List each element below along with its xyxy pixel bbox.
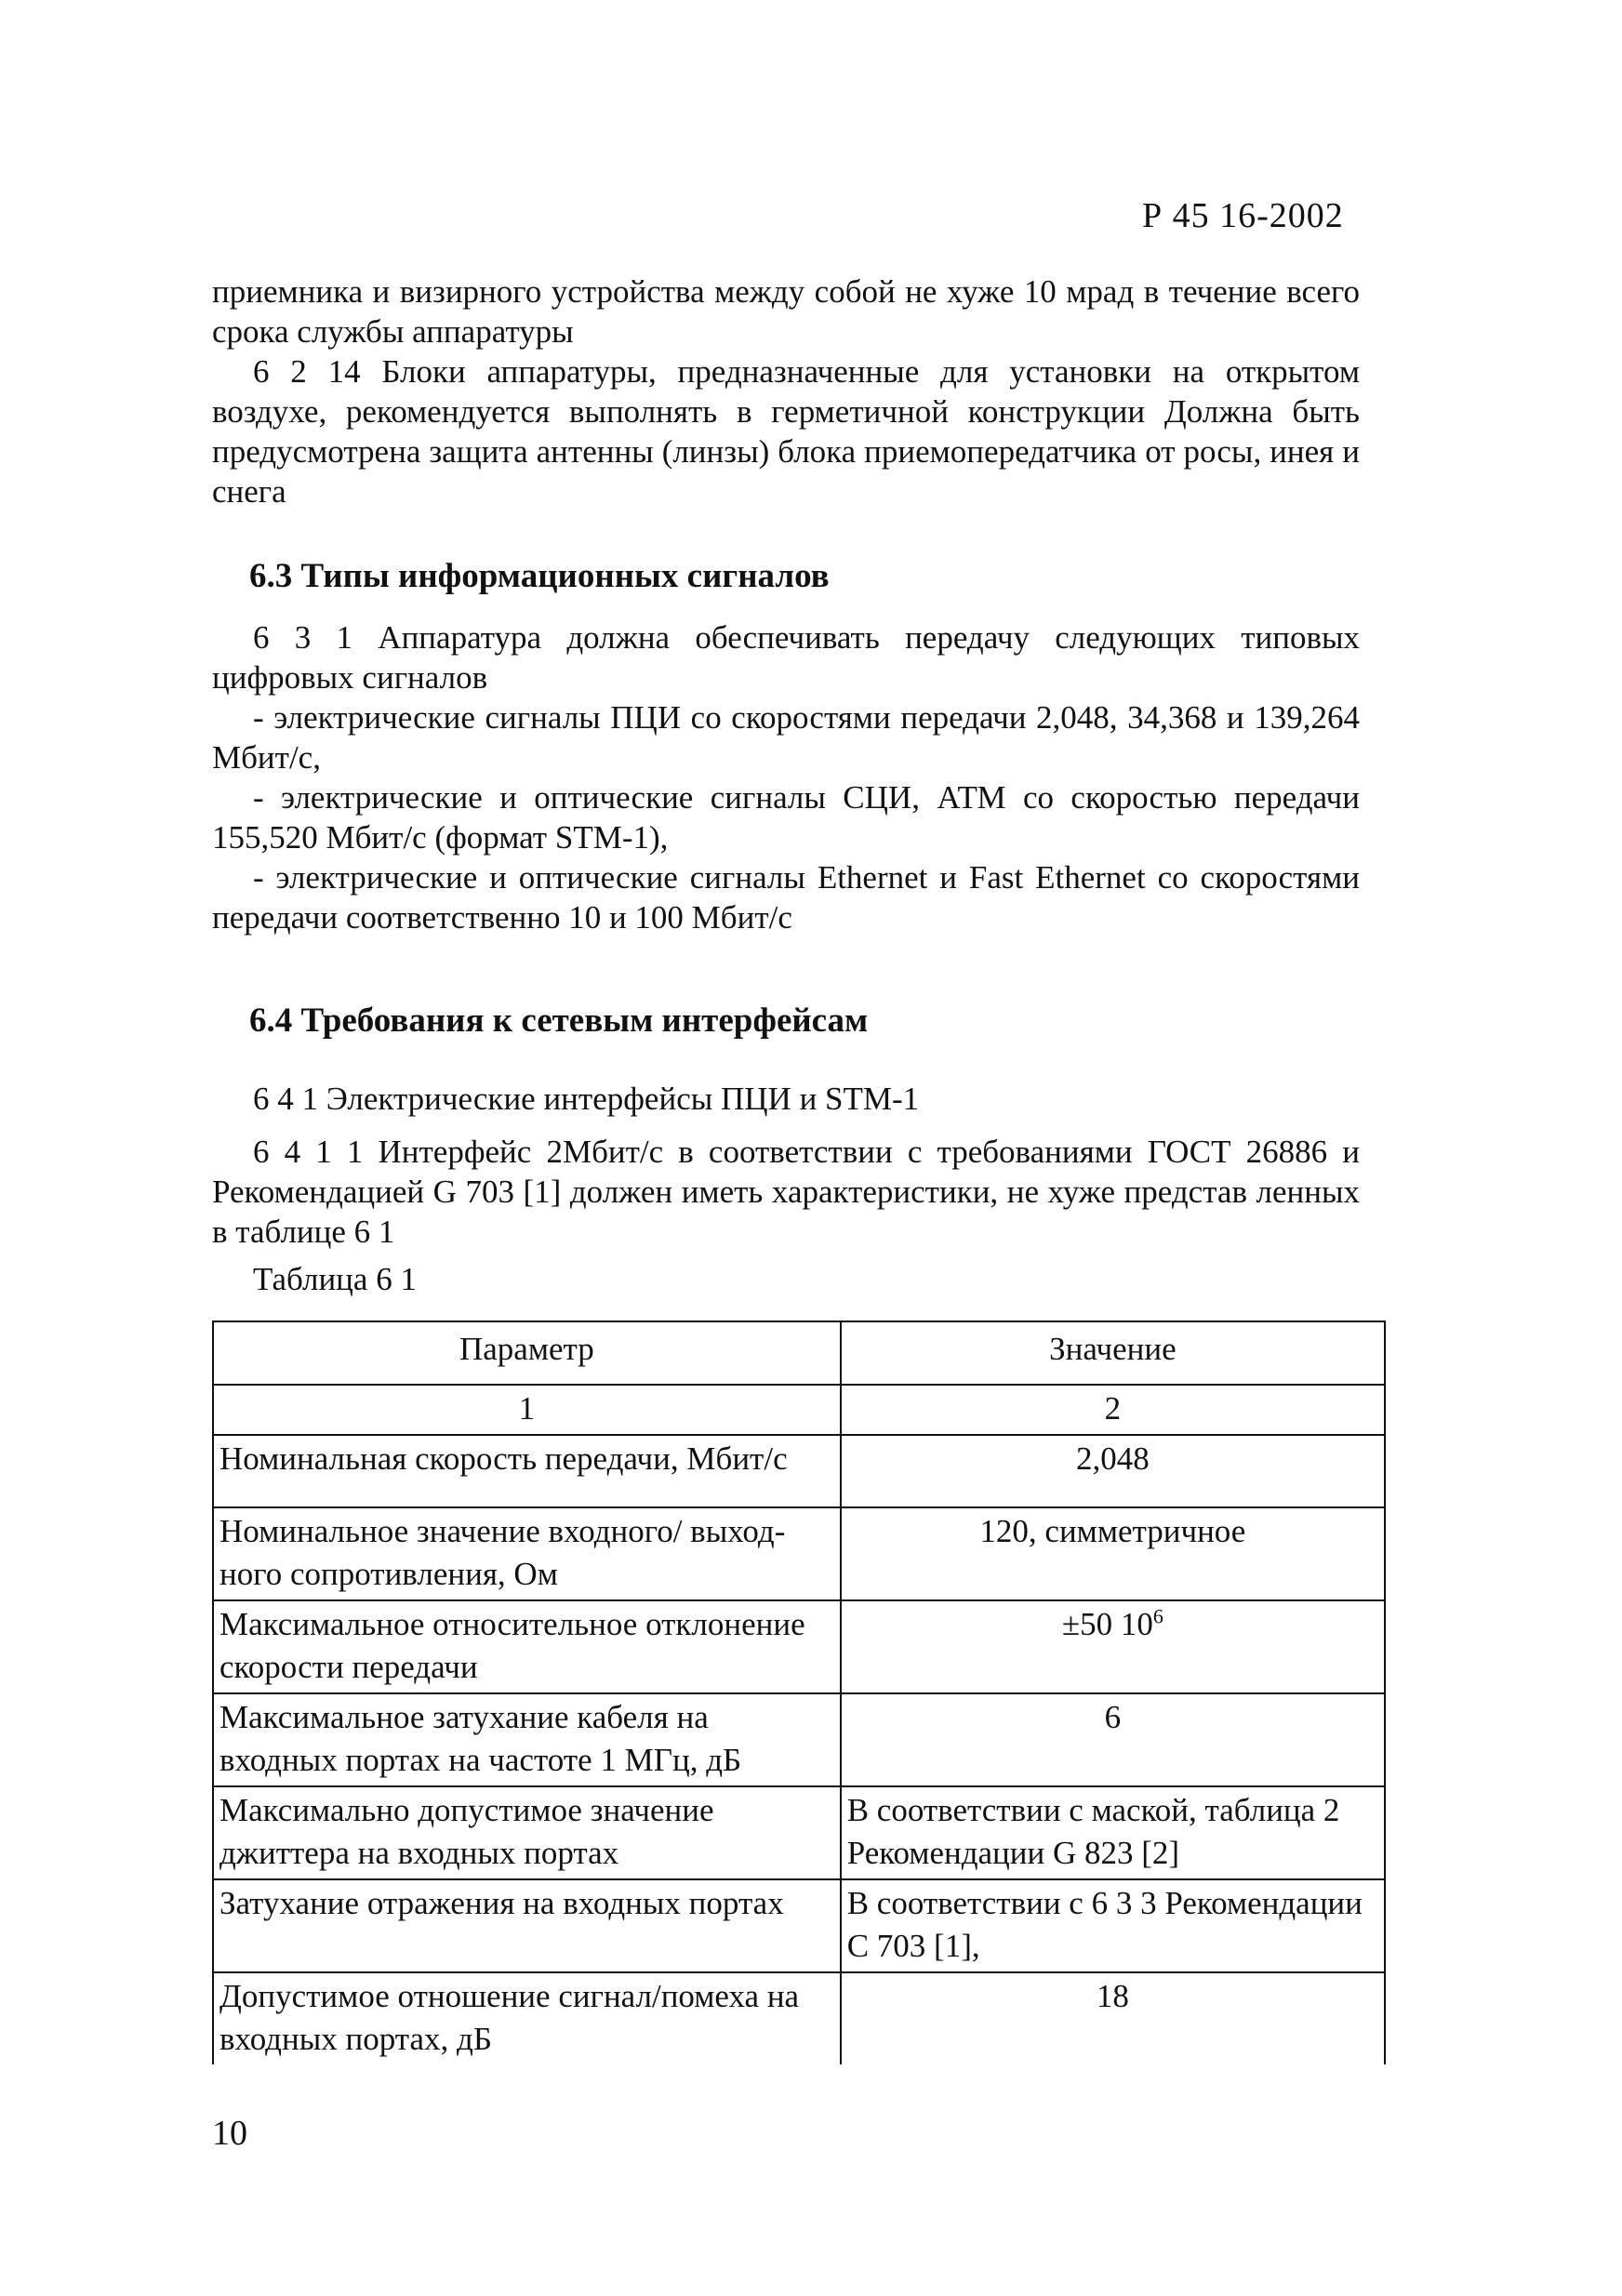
param-cell: Максимальное затухание кабеля на входных портах на частоте 1 МГц, дБ [213,1693,841,1786]
table-row [213,1786,1385,1879]
section-6-3-body [212,617,1360,937]
value-cell: 6 [841,1693,1385,1786]
value-cell: 18 [841,1972,1385,2064]
table-row [213,1600,1385,1693]
list-item-signal-pdh: - электрические сигналы ПЦИ со скоростями передачи 2,048, 34,368 и 139,264 Мбит/с, [212,699,1360,776]
column-number-2: 2 [841,1385,1385,1435]
page-number: 10 [212,2114,247,2153]
paragraph-6-2-14: 6 2 14 Блоки аппаратуры, предназначенные для установки на открытом воздухе, рекомендуется выполнять в герметичной конструкции Должна быть предусмотрена защита антенны (линзы) блока приемопередатчика от росы, инея и снега [212,353,1360,510]
table-row [213,1693,1385,1786]
spec-table [212,1321,1386,2064]
value-cell: В соответствии с 6 3 3 Рекомендации С 703 [1], [841,1879,1385,1972]
param-cell: Максимально допустимое значение джиттера на входных портах [213,1786,841,1879]
paragraph-6-4-1: 6 4 1 Электрические интерфейсы ПЦИ и STM-1 [253,1081,920,1117]
table-header-row [213,1321,1385,1385]
param-cell: Максимальное относительное отклонение скорости передачи [213,1600,841,1693]
value-cell: 120, симметричное [841,1507,1385,1600]
section-6-4-body [212,1079,1360,1252]
column-number-1: 1 [213,1385,841,1435]
table-number-row [213,1385,1385,1435]
value-cell: 2,048 [841,1435,1385,1507]
table-row [213,1507,1385,1600]
value-cell [841,1600,1385,1693]
header-cell-parameter: Параметр [213,1321,841,1385]
paragraph-6-4-1-1: 6 4 1 1 Интерфейс 2Мбит/с в соответствии с требованиями ГОСТ 26886 и Рекомендацией G 703 [1] должен иметь характеристики, не хуже представ ленных в таблице 6 1 [212,1134,1360,1250]
section-6-4-heading: 6.4 Требования к сетевым интерфейсам [249,1002,869,1040]
table-row [213,1879,1385,1972]
header-cell-value: Значение [841,1321,1385,1385]
intro-continuation: приемника и визирного устройства между собой не хуже 10 мрад в течение всего срока службы аппаратуры [212,273,1360,350]
list-item-signal-ethernet: - электрические и оптические сигналы Ethernet и Fast Ethernet со скоростями передачи соответственно 10 и 100 Мбит/с [212,859,1360,936]
param-cell: Допустимое отношение сигнал/помеха на входных портах, дБ [213,1972,841,2064]
table-caption: Таблица 6 1 [253,1261,417,1297]
param-cell: Номинальная скорость передачи, Мбит/с [213,1435,841,1507]
param-cell: Номинальное значение входного/ выход-ного сопротивления, Ом [213,1507,841,1600]
intro-block [212,272,1360,511]
paragraph-6-3-1: 6 3 1 Аппаратура должна обеспечивать передачу следующих типовых цифровых сигналов [212,619,1360,696]
param-cell: Затухание отражения на входных портах [213,1879,841,1972]
table-row [213,1435,1385,1507]
list-item-signal-sdh: - электрические и оптические сигналы СЦИ, АТМ со скоростью передачи 155,520 Мбит/с (формат STM-1), [212,779,1360,856]
document-code: Р 45 16-2002 [1142,196,1344,235]
value-superscript: 6 [1152,1604,1163,1628]
value-text: ±50 10 [1061,1606,1153,1642]
value-cell: В соответствии с маской, таблица 2 Рекомендации G 823 [2] [841,1786,1385,1879]
section-6-3-heading: 6.3 Типы информационных сигналов [249,557,830,595]
table-row [213,1972,1385,2064]
